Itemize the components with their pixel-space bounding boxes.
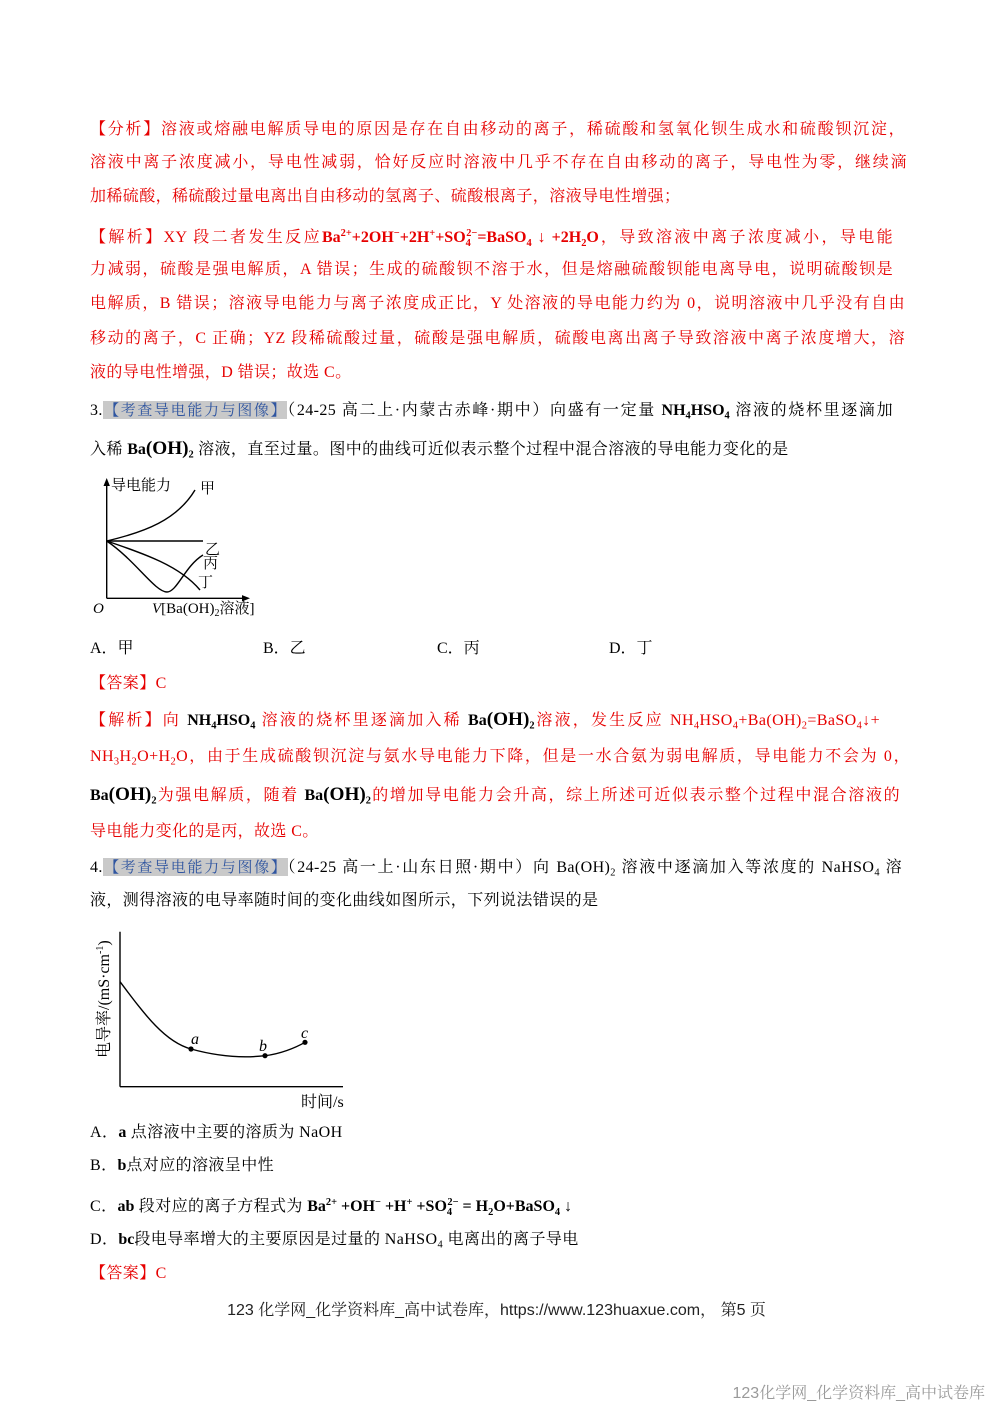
question4-conductivity-time-figure	[85, 920, 365, 1115]
curve-ding	[107, 541, 200, 590]
question3-option-c[interactable]: C．丙	[437, 640, 480, 657]
curve-bing	[107, 541, 203, 592]
explanation-q2-line-3: 电解质，B 错误；溶液导电能力与离子浓度成正比，Y 处溶液的导电能力约为 0，说明溶液中几乎没有自由	[90, 295, 905, 312]
explanation-q3-line-3: $Ba(OH)_2$为强电解质，随着 $Ba(OH)_2$的增加导电能力会升高，综上所述可近似表示整个过程中混合溶液的	[90, 784, 900, 807]
curve-label-bing: 丙	[203, 556, 219, 572]
explanation-q3-line-4: 导电能力变化的是丙，故选 C。	[90, 823, 319, 840]
origin-label: O	[93, 601, 104, 617]
curve-label-yi: 乙	[205, 542, 221, 558]
analysis-line-3: 加稀硫酸，稀硫酸过量电离出自由移动的氢离子、硫酸根离子，溶液导电性增强；	[90, 188, 681, 205]
watermark: 123化学网_化学资料库_高中试卷库	[732, 1385, 985, 1402]
page-footer: 123 化学网_化学资料库_高中试卷库，https://www.123huaxue.com， 第5 页	[227, 1302, 766, 1319]
question3-stem-line-2: 入稀 $Ba(OH)_2$ 溶液，直至过量。图中的曲线可近似表示整个过程中混合溶液的导电能力变化的是	[90, 438, 789, 461]
explanation-q2-line-1: 【解析】XY 段二者发生反应$Ba^{2+}+2OH^-+2H^++SO_4^{2-}=BaSO_4$ ↓ $+2H_2O$，导致溶液中离子浓度减小，导电能	[90, 228, 894, 249]
question4-answer: 【答案】C	[90, 1265, 167, 1282]
y-axis-label: 导电能力	[111, 478, 172, 494]
curve-label-jia: 甲	[200, 481, 216, 497]
question4-option-b[interactable]: B．b点对应的溶液呈中性	[90, 1157, 274, 1174]
point-label-a: a	[191, 1031, 199, 1048]
question3-stem-line-1: 3.【考查导电能力与图像】（24-25 高二上·内蒙古赤峰·期中）向盛有一定量 $NH_4HSO_4$ 溶液的烧杯里逐滴加	[90, 401, 893, 422]
question3-option-a[interactable]: A．甲	[90, 640, 134, 657]
question4-option-d[interactable]: D．bc段电导率增大的主要原因是过量的 NaHSO$_4$ 电离出的离子导电	[90, 1231, 579, 1251]
x-axis-label: $V[Ba(OH)_2$溶液]	[152, 601, 255, 619]
analysis-line-1: 【分析】溶液或熔融电解质导电的原因是存在自由移动的离子，稀硫酸和氢氧化钡生成水和硫酸钡沉淀，	[90, 121, 905, 138]
question4-option-a[interactable]: A．a 点溶液中主要的溶质为 NaOH	[90, 1124, 343, 1141]
question4-stem-line-1: 4.【考查导电能力与图像】（24-25 高一上·山东日照·期中）向 $Ba(OH)_2$ 溶液中逐滴加入等浓度的 NaHSO$_4$ 溶	[90, 858, 902, 879]
y-axis-label: 电导率$/(mS\cdot cm^{-1})$	[95, 940, 113, 1058]
analysis-line-2: 溶液中离子浓度减小，导电性减弱，恰好反应时溶液中几乎不存在自由移动的离子，导电性为零，继续滴	[90, 154, 907, 171]
explanation-q3-line-2: $NH_3H_2O+H_2O$，由于生成硫酸钡沉淀与氨水导电能力下降，但是一水合氨为弱电解质，导电能力不会为 0，	[90, 748, 910, 768]
curve-jia	[107, 490, 195, 541]
x-axis-label: 时间/s	[301, 1094, 344, 1111]
y-axis-arrow-icon	[104, 478, 110, 486]
explanation-q3-line-1: 【解析】向 $NH_4HSO_4$ 溶液的烧杯里逐滴加入稀 $Ba(OH)_2$溶液，发生反应 $NH_4HSO_4+Ba(OH)_2=BaSO_4↓+$	[90, 709, 881, 732]
explanation-q2-line-5: 液的导电性增强，D 错误；故选 C。	[90, 364, 352, 381]
conductivity-curve	[120, 982, 305, 1057]
question4-option-c[interactable]: C．ab 段对应的离子方程式为 $Ba^{2+} +OH^- +H^+ +SO_4^{2-}$ = $H_2O+BaSO_4$ ↓	[90, 1197, 573, 1218]
question4-stem-line-2: 液，测得溶液的电导率随时间的变化曲线如图所示，下列说法错误的是	[90, 892, 599, 909]
curve-label-ding: 丁	[198, 575, 214, 591]
question3-answer: 【答案】C	[90, 675, 167, 692]
explanation-q2-line-2: 力减弱，硫酸是强电解质，A 错误；生成的硫酸钡不溶于水，但是熔融硫酸钡能电离导电，说明硫酸钡是	[90, 261, 893, 278]
point-label-c: c	[301, 1025, 309, 1042]
question3-option-d[interactable]: D．丁	[609, 640, 653, 657]
question3-conductivity-figure	[85, 470, 285, 630]
explanation-q2-line-4: 移动的离子，C 正确；YZ 段稀硫酸过量，硫酸是强电解质，硫酸电离出离子导致溶液中离子浓度增大，溶	[90, 330, 905, 347]
point-label-b: b	[259, 1038, 267, 1055]
question3-option-b[interactable]: B．乙	[263, 640, 306, 657]
